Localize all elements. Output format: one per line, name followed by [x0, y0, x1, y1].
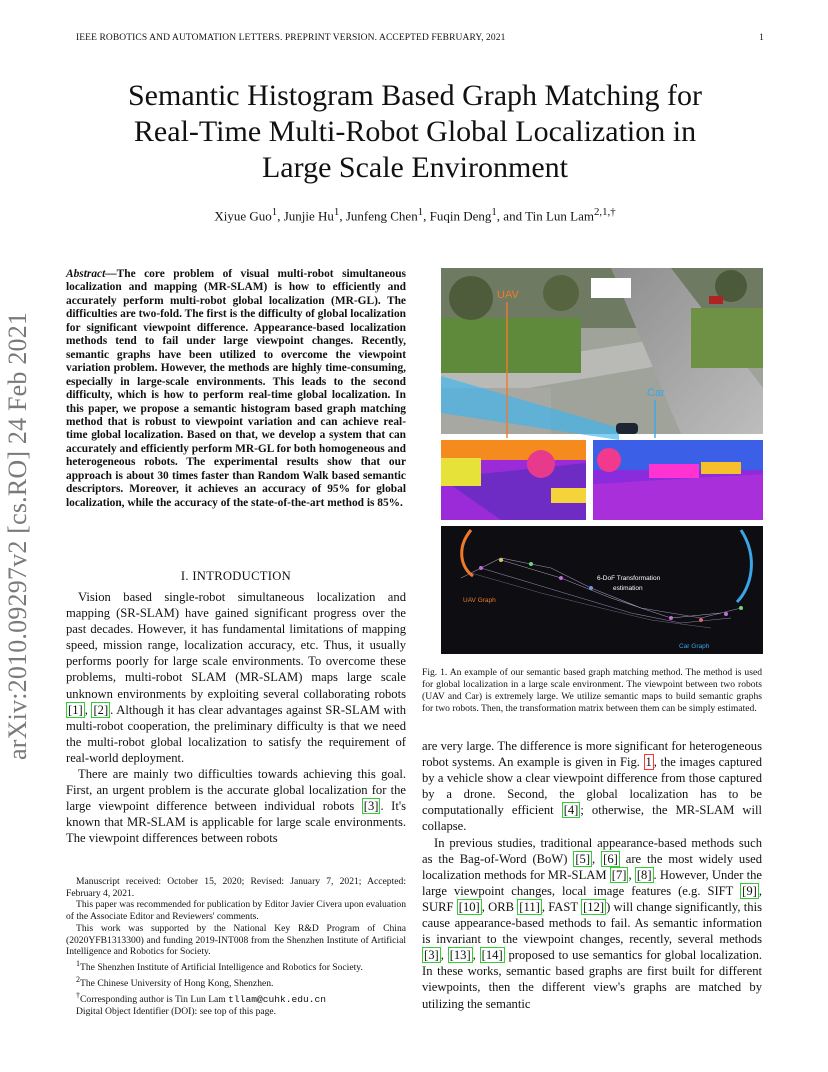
introduction-text	[66, 589, 406, 847]
footnote-doi: Digital Object Identifier (DOI): see top of this page.	[76, 1005, 277, 1017]
abstract	[66, 268, 406, 510]
uav-graph-label: UAV Graph	[463, 597, 496, 604]
transform-label-line-1: 6-DoF Transformation	[597, 575, 661, 582]
abstract-body: —The core problem of visual multi-robot simultaneous localization and mapping (MR-SLAM) is how to efficiently and accurately perform multi-robot global localization (MR-GL). The difficulties are two-fold. The first is the difficulty of global localization for significant viewpoint difference. Appearance-based localization methods tend to fail under large viewpoint changes. Recently, semantic graphs have been utilized to overcome the viewpoint variation problem. However, the methods are highly time-consuming, especially in large-scale environments. This leads to the second difficulty, which is how to perform real-time global localization. In this paper, we propose a semantic histogram based graph matching method that is robust to viewpoint variation and can achieve real-time global localization. Based on that, we develop a system that can accurately and efficiently perform MR-GL for both homogeneous and heterogeneous robots. The experimental results show that our approach is about 30 times faster than Random Walk based semantic descriptors. Moreover, it achieves an accuracy of 95% for global localization, while the accuracy of the state-of-the-art method is 85%.	[66, 268, 406, 509]
journal-name: IEEE ROBOTICS AND AUTOMATION LETTERS. PREPRINT VERSION. ACCEPTED FEBRUARY, 2021	[76, 33, 506, 43]
title-line-1: Semantic Histogram Based Graph Matching for	[127, 79, 703, 112]
right-paragraph-1: are very large. The difference is more significant for heterogeneous robot systems. An example is given in Fig. 1 , the images captured by a vehicle show a clear viewpoint difference from those captured by a drone. Second, the global localization has to be computationally efficient [4] ; otherwise, the MR-SLAM will collapse.	[422, 739, 763, 834]
uav-semantic-map	[441, 440, 586, 520]
email-link[interactable]: tllam@cuhk.edu.cn	[228, 993, 327, 1005]
footnote-funding: This work was supported by the National Key R&D Program of China (2020YFB1313300) and funding 2019-INT008 from the Shenzhen Institute of Artificial Intelligence and Robotics for Society.	[66, 922, 406, 958]
figure-1	[441, 268, 763, 654]
citation-link[interactable]: [12]	[583, 899, 605, 914]
paper-title	[76, 78, 754, 186]
title-line-3: Large Scale Environment	[261, 151, 568, 184]
right-column-text	[422, 738, 762, 1012]
author-1: Xiyue Guo	[214, 208, 272, 224]
citation-link[interactable]: [10]	[458, 899, 480, 914]
citation-link[interactable]: [6]	[603, 851, 618, 866]
page-number: 1	[759, 33, 764, 43]
citation-link[interactable]: [1]	[68, 702, 83, 717]
uav-label: UAV	[497, 289, 519, 301]
citation-link[interactable]: [3]	[424, 948, 439, 963]
footnote-corresponding: †Corresponding author is Tin Lun Lam tllam@cuhk.edu.cn	[76, 990, 327, 1005]
footnotes	[66, 876, 406, 1017]
car-semantic-map	[593, 440, 763, 520]
right-paragraph-2: In previous studies, traditional appearance-based methods such as the Bag-of-Word (BoW) [5] , [6] are the most widely used localization methods for MR-SLAM [7] , [8] . However, Under the large viewpoint changes, local image features (e.g. SIFT [9] , SURF [10] , ORB [11] , FAST [12] ) will change significantly, this cause appearance-based methods to fail. As semantic information is invariant to the viewpoint changes, recently, several methods [3] , [13] , [14] proposed to use semantics for global localization. In these works, semantic based graphs are first built for different viewpoints, then the different view's graphs are matched by utilizing the semantic	[422, 835, 763, 1011]
car-graph-label: Car Graph	[679, 643, 710, 650]
footnote-affiliation-1: $^1$The Shenzhen Institute of Artificial Intelligence and Robotics for Society.	[76, 958, 363, 974]
section-heading-introduction: I. INTRODUCTION	[180, 569, 292, 583]
citation-link[interactable]: [4]	[563, 803, 579, 818]
figure-reference-link[interactable]: 1	[645, 755, 652, 770]
figure-1-caption: Fig. 1. An example of our semantic based graph matching method. The method is used for global localization in a large scale environment. The viewpoint between two robots (UAV and Car) is extremely large. We utilize semantic maps to build semantic graphs for two robots. Then, the transformation matrix between them can be simply estimated.	[422, 667, 762, 714]
author-3: Junfeng Chen	[345, 208, 418, 224]
footnote-editor: This paper was recommended for publication by Editor Javier Civera upon evaluation of the Associate Editor and Reviewers' comments.	[66, 899, 406, 923]
author-list: Xiyue Guo$^1$, Junjie Hu$^1$, Junfeng Chen$^1$, Fuqin Deng$^1$, and Tin Lun Lam$^{2,1,\dagger}$	[214, 206, 616, 224]
author-4: Fuqin Deng	[429, 208, 492, 224]
citation-link[interactable]: [5]	[575, 851, 591, 866]
title-line-2: Real-Time Multi-Robot Global Localization in	[133, 115, 697, 148]
citation-link[interactable]: [9]	[742, 883, 757, 898]
intro-paragraph-2: There are mainly two difficulties towards achieving this goal. First, an urgent problem is the accurate global localization for the large viewpoint difference between individual robots [3] . It's known that MR-SLAM is applicable for large scale environments. The viewpoint differences between robots	[66, 767, 406, 846]
figure-1-graphic	[441, 268, 763, 654]
car-label: Car	[647, 387, 665, 399]
transform-label-line-2: estimation	[613, 585, 643, 592]
semantic-graph-matching-panel	[441, 526, 763, 654]
abstract-lead: Abstract	[66, 268, 106, 280]
footnote-affiliation-2: $^2$The Chinese University of Hong Kong, Shenzhen.	[76, 974, 274, 989]
aerial-scene-photo	[441, 268, 763, 440]
running-header	[76, 33, 764, 43]
author-5: Tin Lun Lam	[525, 208, 594, 224]
footnote-manuscript: Manuscript received: October 15, 2020; Revised: January 7, 2021; Accepted: February 4, 2021.	[66, 876, 406, 899]
citation-link[interactable]: [2]	[93, 702, 109, 717]
citation-link[interactable]: [14]	[481, 948, 503, 963]
arxiv-stamp: arXiv:2010.09297v2 [cs.RO] 24 Feb 2021	[3, 311, 32, 760]
intro-paragraph-1: Vision based single-robot simultaneous localization and mapping (SR-SLAM) have gained significant progress over the past decades. However, it has fundamental limitations of mapping speed, mission range, localization accuracy, etc. Thus, it usually performs poorly for large scale environments. To overcome these problems, multi-robot SLAM (MR-SLAM) maps large scale unknown environments by exploiting several collaborating robots [1] , [2] . Although it has clear advantages against SR-SLAM with multi-robot cooperation, the preliminary difficulty is that we need the multi-robot global localization to satisfy the requirement of real-world deployment.	[66, 590, 407, 765]
citation-link[interactable]: [7]	[611, 867, 627, 882]
citation-link[interactable]: [3]	[363, 799, 379, 814]
citation-link[interactable]: [13]	[449, 948, 471, 963]
citation-link[interactable]: [8]	[636, 867, 652, 882]
author-2: Junjie Hu	[283, 208, 334, 224]
citation-link[interactable]: [11]	[519, 899, 540, 914]
